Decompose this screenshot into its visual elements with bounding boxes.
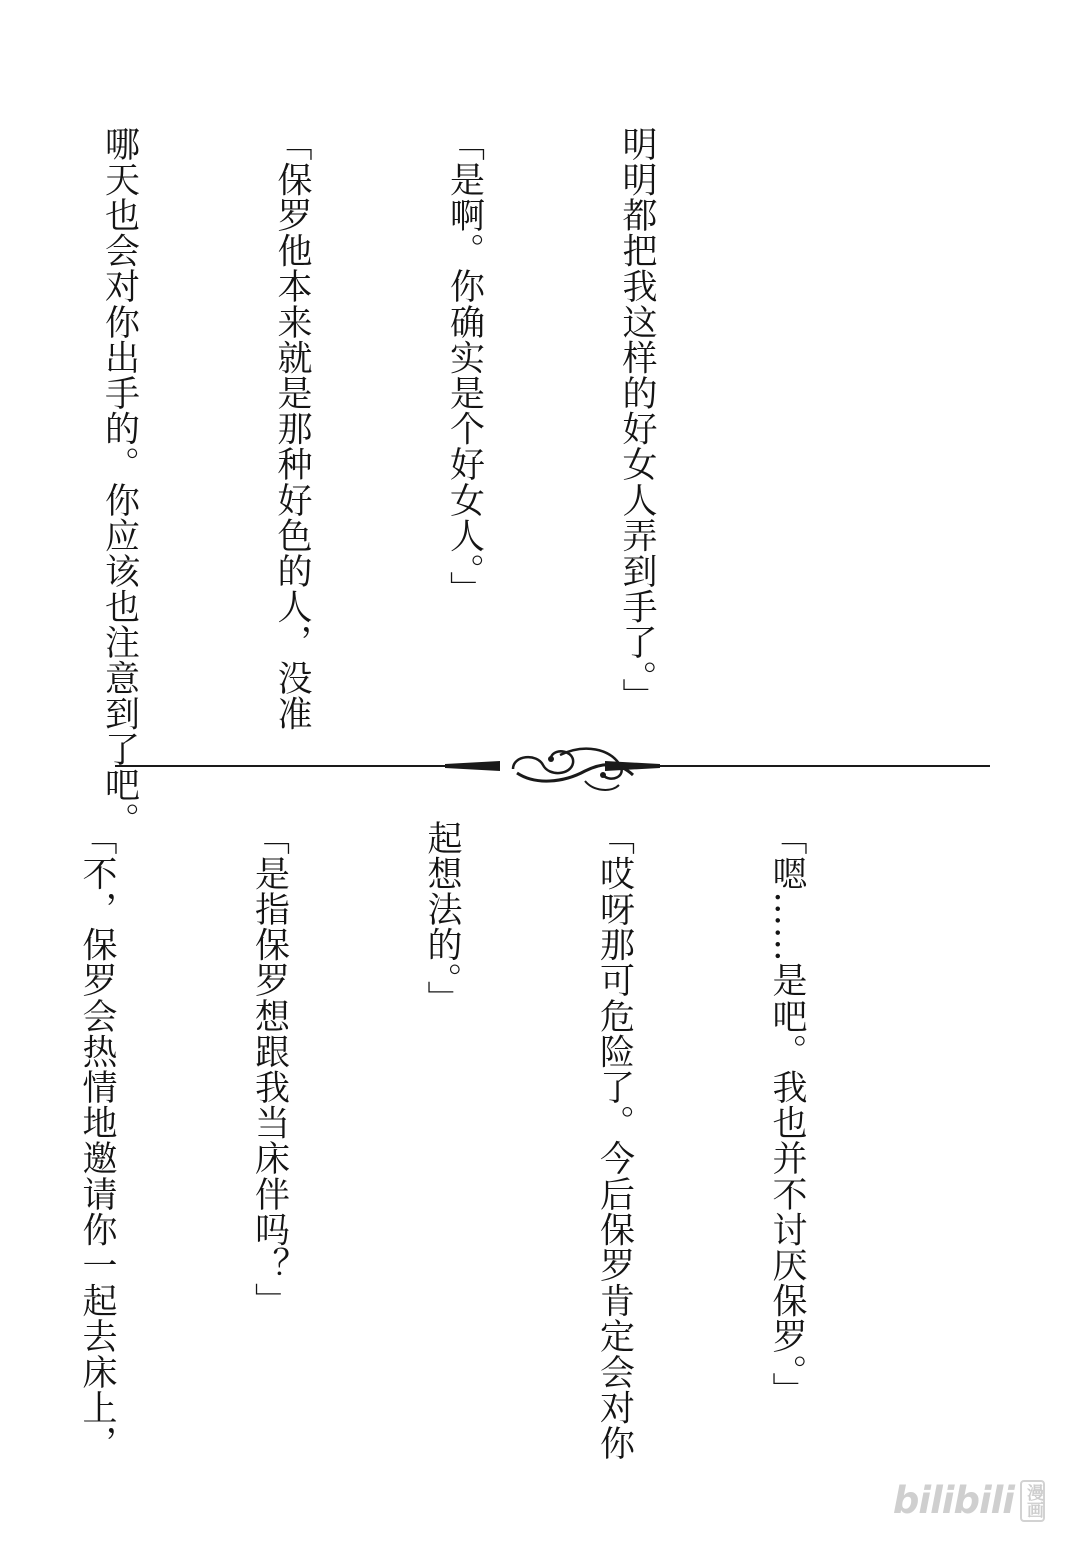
bilibili-watermark xyxy=(893,1479,1064,1522)
text-block-top xyxy=(0,126,780,838)
text-line: 「嗯……是吧。我也并不讨厌保罗。」 xyxy=(767,820,807,1408)
ornament-divider xyxy=(115,725,990,805)
text-line: 「保罗他本来就是那种好色的人，没准 xyxy=(272,126,312,732)
text-line: 明明都把我这样的好女人弄到手了。」 xyxy=(617,126,657,714)
text-line: 「哎呀那可危险了。今后保罗肯定会对你 xyxy=(594,820,635,1461)
text-line: 哪天也会对你出手的。你应该也注意到了吧。 xyxy=(99,126,140,838)
manhua-label: 漫画 xyxy=(1020,1480,1045,1522)
bilibili-logo: bilibili xyxy=(892,1479,1014,1522)
text-line: 「是啊。你确实是个好女人。」 xyxy=(444,126,485,607)
text-line: 「不，保罗会热情地邀请你一起去床上， xyxy=(77,820,117,1461)
text-line: 「是指保罗想跟我当床伴吗？」 xyxy=(249,820,290,1319)
text-line: 起想法的。」 xyxy=(422,820,462,1017)
text-block-bottom xyxy=(0,820,930,1480)
